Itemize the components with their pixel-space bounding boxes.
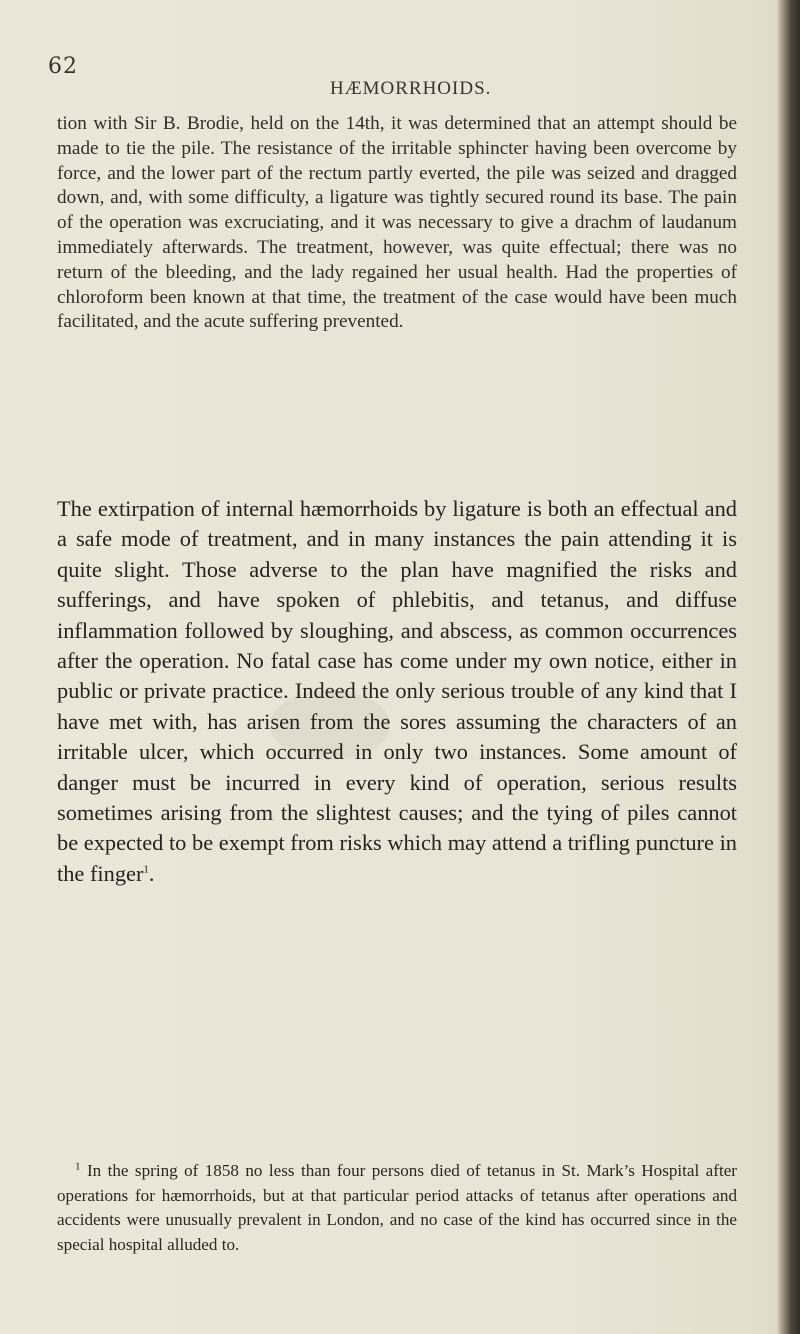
body-paragraph-2-end: . [148,860,155,886]
body-paragraph-1: tion with Sir B. Brodie, held on the 14th, it was determined that an attempt should be made to tie the pile. The resistance of the irritable sphincter having been overcome by force, and the lower part of the rectum partly everted, the pile was seized and dragged down, and, with some difficulty, a ligature was tightly secured round its base. The pain of the operation was excruciating, and it was necessary to give a drachm of laudanum immediately afterwards. The treatment, however, was quite effectual; there was no return of the bleeding, and the lady regained her usual health. Had the properties of chloroform been known at that time, the treatment of the case would have been much facilitated, and the acute suffering prevented. [57,113,737,333]
footnote-marker: 1 [75,1160,81,1173]
footnote-reference: 1 [143,863,149,876]
footnote [57,1159,737,1257]
body-paragraph-2 [57,494,737,889]
book-binding-edge [778,0,800,1334]
footnote-text: In the spring of 1858 no less than four persons died of tetanus in St. Mark’s Hospital after operations for hæmorrhoids, but at that particular period attacks of tetanus after operations and accidents were unusually prevalent in London, and no case of the kind has occurred since in the special hospital alluded to. [57,1161,737,1254]
page-number: 62 [48,54,78,79]
running-head: HÆMORRHOIDS. [330,78,492,99]
body-paragraph-2-text: The extirpation of internal hæmorrhoids by ligature is both an effectual and a safe mode of treatment, and in many instances the pain attending it is quite slight. Those adverse to the plan have magnified the risks and sufferings, and have spoken of phlebitis, and tetanus, and diffuse inflammation followed by sloughing, and abscess, as common occurrences after the operation. No fatal case has come under my own notice, either in public or private practice. Indeed the only serious trouble of any kind that I have met with, has arisen from the sores assuming the characters of an irritable ulcer, which occurred in only two instances. Some amount of danger must be incurred in every kind of operation, serious results sometimes arising from the slightest causes; and the tying of piles cannot be expected to be exempt from risks which may attend a trifling puncture in the finger [57,496,737,886]
